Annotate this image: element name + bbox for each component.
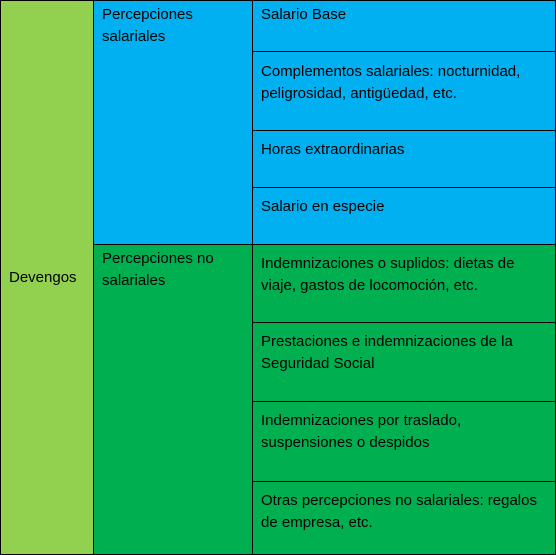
group-label: Percepciones salariales [102,6,193,45]
item-complementos-salariales [252,51,556,131]
group-percepciones-salariales [93,0,253,245]
item-label: Otras percepciones no salariales: regalos de empresa, etc. [261,492,537,531]
item-prestaciones-seguridad-social [252,322,556,402]
item-label: Horas extraordinarias [261,141,405,158]
group-label: Percepciones no salariales [102,250,214,289]
item-salario-base [252,0,556,52]
group-percepciones-no-salariales [93,244,253,555]
item-indemnizaciones-traslado [252,401,556,482]
root-devengos [0,0,94,555]
item-label: Indemnizaciones o suplidos: dietas de viaje, gastos de locomoción, etc. [261,255,515,294]
item-label: Salario en especie [261,198,385,215]
item-label: Salario Base [261,6,347,23]
item-salario-en-especie [252,187,556,245]
item-otras-percepciones [252,481,556,555]
item-label: Prestaciones e indemnizaciones de la Seguridad Social [261,333,513,372]
item-horas-extraordinarias [252,130,556,188]
item-indemnizaciones-suplidos [252,244,556,323]
root-label: Devengos [9,269,77,286]
item-label: Indemnizaciones por traslado, suspensiones o despidos [261,412,462,451]
item-label: Complementos salariales: nocturnidad, peligrosidad, antigüedad, etc. [261,63,521,102]
